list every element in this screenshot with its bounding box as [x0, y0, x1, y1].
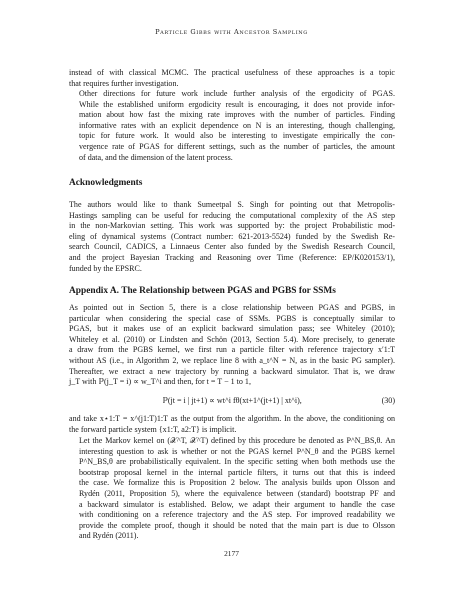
page-number: 2177: [224, 549, 239, 558]
appendix-heading: Appendix A. The Relationship between PGAS and PGBS for SSMs: [69, 286, 336, 296]
text-line: funded by the EPSRC.: [69, 263, 142, 273]
text-line: Let the Markov kernel on (𝒳^T, 𝒳^T) defined by this procedure be denoted as P^N_BS,θ. An: [79, 436, 395, 445]
appendix-paragraph-2: [69, 414, 395, 435]
appendix-paragraph-3: [69, 436, 395, 542]
text-line: that requires further investigation.: [69, 78, 179, 88]
text-line: mation about how fast the mixing rate improves with the number of particles. Finding: [79, 110, 395, 120]
running-head: Particle Gibbs with Ancestor Sampling: [155, 28, 308, 36]
text-line: and the project Bayesian Tracking and Reasoning over Time (Reference: EP/K020153/1),: [69, 252, 395, 262]
text-line: eling of dynamical systems (Contract number: 621-2013-5524) funded by the Swedish Re-: [69, 231, 395, 241]
text-line: P^N_BS,θ are probabilistically equivalent. In the specific setting when both methods use the: [79, 457, 395, 467]
text-line: Rydén (2011, Proposition 5), where the equivalence between (standard) bootstrap PF and: [79, 488, 395, 498]
text-line: bootstrap proposal kernel in the internal particle filters, it turns out that this is indeed: [79, 467, 395, 477]
text-line: without AS (i.e., in Algorithm 2, we replace line 8 with a_t^N = N, as in the basic PG sampler).: [69, 355, 395, 365]
text-line: particular when considering the special case of SSMs. PGBS is conceptually similar to: [69, 313, 395, 323]
text-line: informative rates with an explicit dependence on N is an interesting, though challenging,: [79, 120, 395, 130]
text-line: As pointed out in Section 5, there is a close relationship between PGAS and PGBS, in: [69, 303, 395, 312]
appendix-paragraph-1: [69, 303, 395, 388]
acknowledgments-heading: Acknowledgments: [69, 178, 143, 188]
text-line: with conditioning on a reference trajectory and the AS step. For improved readability we: [79, 510, 395, 520]
text-line: the forward particle system {x1:T, a2:T} is implicit.: [69, 424, 237, 434]
text-line: and take x⋆1:T = x^(j1:T)1:T as the output from the algorithm. In the above, the conditioning on: [69, 414, 395, 423]
text-line: a draw from the PGBS kernel, we first run a particle filter with reference trajectory x′1:T: [69, 345, 395, 355]
text-line: interesting question to ask is whether or not the PGAS kernel P^N_θ and the PGBS kernel: [79, 446, 395, 456]
text-line: j_T with ℙ(j_T = i) ∝ w_T^i and then, for t = T − 1 to 1,: [69, 377, 251, 387]
text-line: search Council, CADICS, a Linnaeus Center also funded by the Swedish Research Council,: [69, 242, 395, 252]
text-line: a backward simulator is established. Below, we adapt their argument to handle the case: [79, 499, 395, 509]
text-line: and Rydén (2011).: [79, 531, 139, 541]
text-line: PGAS, but it makes use of an explicit backward simulation pass; see Whiteley (2010);: [69, 324, 395, 334]
text-line: provide the complete proof, though it should be noted that the main part is due to Olsson: [79, 520, 395, 530]
text-line: topic for future work. It would also be interesting to investigate empirically the con-: [79, 131, 395, 141]
text-line: While the established uniform ergodicity result is encouraging, it does not provide infor-: [79, 99, 395, 109]
intro-paragraph-2: [69, 89, 395, 163]
equation-body: ℙ(jt = i | jt+1) ∝ wt^i fθ(xt+1^(jt+1) | xt^i),: [162, 396, 302, 405]
acknowledgments-paragraph: [69, 200, 395, 274]
text-line: Other directions for future work include further analysis of the ergodicity of PGAS.: [79, 89, 395, 98]
text-line: vergence rate of PGAS for different settings, such as the number of particles, the amount: [79, 141, 395, 151]
text-line: the case. We formalize this is Proposition 2 below. The analysis builds upon Olsson and: [79, 478, 395, 488]
text-line: instead of with classical MCMC. The practical usefulness of these approaches is a topic: [69, 68, 395, 77]
text-line: in the non-Markovian setting. This work was supported by: the project Probabilistic mod-: [69, 221, 395, 231]
text-line: Whiteley et al. (2010) or Lindsten and Schön (2013, Section 5.4). More precisely, to generate: [69, 334, 395, 344]
text-line: The authors would like to thank Sumeetpal S. Singh for pointing out that Metropolis-: [69, 200, 395, 209]
text-line: Hastings sampling can be useful for reducing the computational complexity of the AS step: [69, 210, 395, 220]
text-line: Thereafter, we extract a new trajectory by running a backward simulator. That is, we draw: [69, 366, 395, 376]
equation-number: (30): [381, 396, 395, 405]
intro-paragraph-1: [69, 68, 395, 89]
text-line: of data, and the dimension of the latent process.: [79, 152, 233, 162]
